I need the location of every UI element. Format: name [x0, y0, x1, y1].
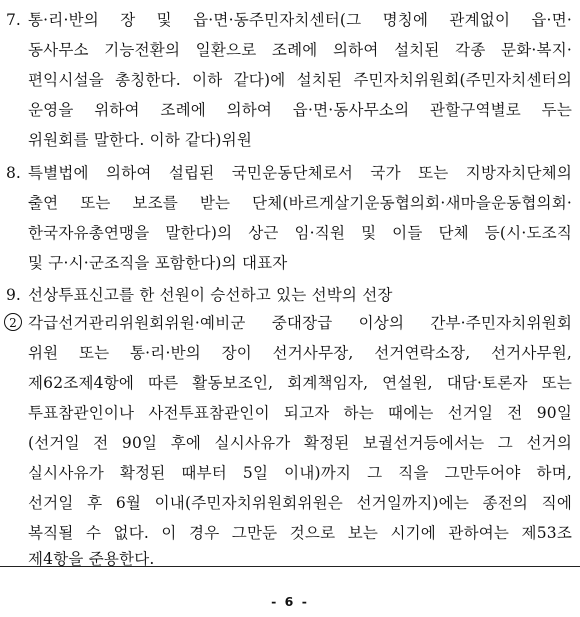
item-8-line-3: 한국자유총연맹을 말한다)의 상근 임·직원 및 이들 단체 등(시·도조직 [28, 224, 572, 242]
item-9-marker: 9. [6, 286, 21, 304]
item-7-line-1: 통·리·반의 장 및 읍·면·동주민자치센터(그 명칭에 관계없이 읍·면· [28, 11, 572, 29]
paragraph-2-line-7: 선거일 후 6월 이내(주민자치위원회위원은 선거일까지)에는 종전의 직에 [28, 494, 572, 512]
item-7-line-3: 편익시설을 총칭한다. 이하 같다)에 설치된 주민자치위원회(주민자치센터의 [28, 71, 572, 89]
item-7-line-2: 동사무소 기능전환의 일환으로 조례에 의하여 설치된 각종 문화·복지· [28, 41, 572, 59]
item-7-line-5: 위원회를 말한다. 이하 같다)위원 [28, 131, 253, 149]
paragraph-2-line-2: 위원 또는 통·리·반의 장이 선거사무장, 선거연락소장, 선거사무원, [28, 344, 572, 362]
item-8-marker: 8. [6, 164, 21, 182]
page-number: - 6 - [271, 594, 309, 609]
paragraph-2-line-3: 제62조제4항에 따른 활동보조인, 회계책임자, 연설원, 대담·토론자 또는 [28, 374, 572, 392]
item-7-marker: 7. [6, 11, 21, 29]
paragraph-2-line-6: 실시사유가 확정된 때부터 5일 이내)까지 그 직을 그만두어야 하며, [28, 464, 572, 482]
paragraph-2-line-5: (선거일 전 90일 후에 실시사유가 확정된 보궐선거등에서는 그 선거의 [28, 434, 572, 452]
item-9-line-1: 선상투표신고를 한 선원이 승선하고 있는 선박의 선장 [28, 286, 393, 304]
paragraph-2-line-1: 각급선거관리위원회위원·예비군 중대장급 이상의 간부·주민자치위원회 [28, 314, 572, 332]
item-8-line-2: 출연 또는 보조를 받는 단체(바르게살기운동협의회·새마을운동협의회· [28, 194, 572, 212]
paragraph-2-line-4: 투표참관인이나 사전투표참관인이 되고자 하는 때에는 선거일 전 90일 [28, 404, 572, 422]
footer-divider [0, 566, 580, 567]
paragraph-2-line-9: 제4항을 준용한다. [28, 550, 155, 568]
item-8-line-4: 및 구·시·군조직을 포함한다)의 대표자 [28, 254, 288, 272]
paragraph-2-marker: 2 [4, 313, 22, 331]
item-8-line-1: 특별법에 의하여 설립된 국민운동단체로서 국가 또는 지방자치단체의 [28, 164, 572, 182]
item-7-line-4: 운영을 위하여 조례에 의하여 읍·면·동사무소의 관할구역별로 두는 [28, 101, 572, 119]
paragraph-2-line-8: 복직될 수 없다. 이 경우 그만둔 것으로 보는 시기에 관하여는 제53조 [28, 524, 572, 542]
